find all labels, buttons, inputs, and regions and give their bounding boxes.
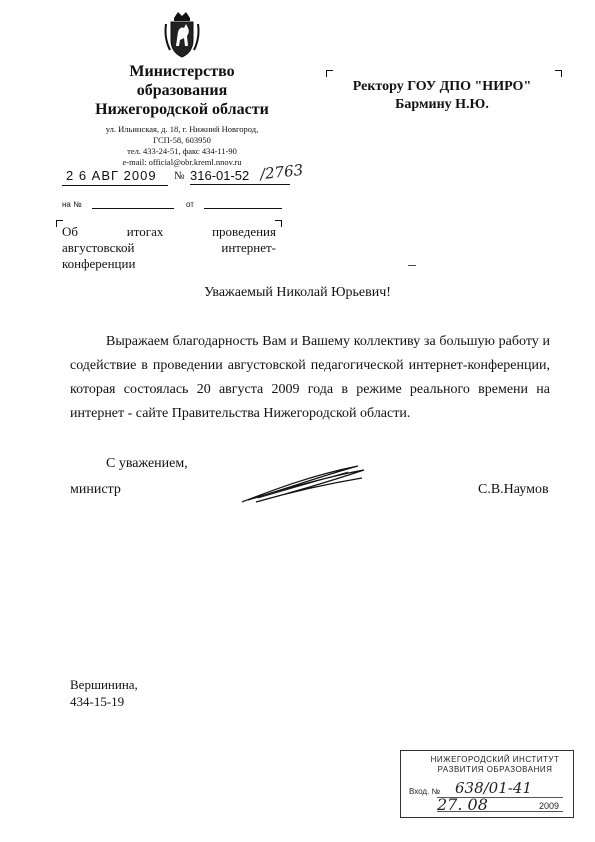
registration-number: 316-01-52 — [190, 168, 290, 185]
stamp-org-line-2: РАЗВИТИЯ ОБРАЗОВАНИЯ — [437, 765, 553, 774]
stamp-org-line-1: НИЖЕГОРОДСКИЙ ИНСТИТУТ — [430, 755, 560, 764]
ministry-line-1: Министерство — [129, 63, 235, 80]
registration-date: 2 6 АВГ 2009 — [66, 168, 157, 183]
coat-of-arms-emblem — [162, 10, 202, 60]
ministry-name — [70, 62, 294, 119]
address-postcode: ГСП-58, 603950 — [153, 135, 211, 145]
signer-position: министр — [70, 482, 121, 497]
stamp-in-date: 27. 08 — [437, 795, 488, 814]
salutation: Уважаемый Николай Юрьевич! — [204, 285, 391, 300]
registration-number-handwritten: /2763 — [259, 160, 305, 184]
letter-body: Выражаем благодарность Вам и Вашему коллективу за большую работу и содействие в проведении августовской педагогической интернет-конференции, которая состоялась 20 августа 2009 года в режиме реального времени на интернет - сайте Правительства Нижегородской области. — [70, 334, 550, 421]
recipient-corner-right — [555, 70, 562, 77]
subject-corner-left — [56, 220, 63, 227]
ref-date-underline — [204, 208, 282, 209]
signature-scribble — [238, 462, 368, 508]
recipient-corner-left — [326, 70, 333, 77]
address-email: e-mail: official@obr.kreml.nnov.ru — [122, 157, 242, 167]
stamp-in-label: Вход. № — [409, 787, 441, 796]
fold-mark — [408, 265, 416, 266]
ministry-line-3: Нижегородской области — [95, 101, 269, 118]
reference-line — [62, 198, 282, 212]
incoming-registration-stamp — [400, 750, 574, 818]
executor-phone: 434-15-19 — [70, 694, 125, 709]
ministry-address — [70, 124, 294, 168]
ref-label: на № — [62, 200, 82, 209]
stamp-in-number: 638/01-41 — [455, 779, 532, 797]
executor-name: Вершинина, — [70, 677, 138, 692]
subject-line-1: Об итогах проведения — [62, 224, 276, 239]
signer-name: С.В.Наумов — [478, 482, 549, 497]
recipient-line-2: Бармину Н.Ю. — [395, 97, 489, 112]
letter-subject — [62, 224, 276, 272]
ministry-line-2: образования — [136, 82, 228, 99]
subject-line-2: августовской интернет- — [62, 240, 276, 255]
closing-regards: С уважением, — [106, 456, 188, 471]
number-symbol: № — [174, 170, 185, 182]
ref-number-underline — [92, 208, 174, 209]
executor-block — [70, 676, 138, 710]
ref-from-label: от — [186, 200, 194, 209]
address-phone: тел. 433-24-51, факс 434-11-90 — [127, 146, 237, 156]
stamp-organization — [425, 755, 565, 775]
subject-line-3: конференции — [62, 256, 136, 271]
stamp-date-underline — [437, 811, 563, 812]
recipient-line-1: Ректору ГОУ ДПО "НИРО" — [352, 79, 532, 94]
address-street: ул. Ильинская, д. 18, г. Нижний Новгород, — [105, 124, 259, 134]
subject-corner-right — [275, 220, 282, 227]
date-underline — [62, 185, 168, 186]
stamp-year: 2009 — [539, 801, 560, 811]
recipient-block — [332, 78, 552, 114]
